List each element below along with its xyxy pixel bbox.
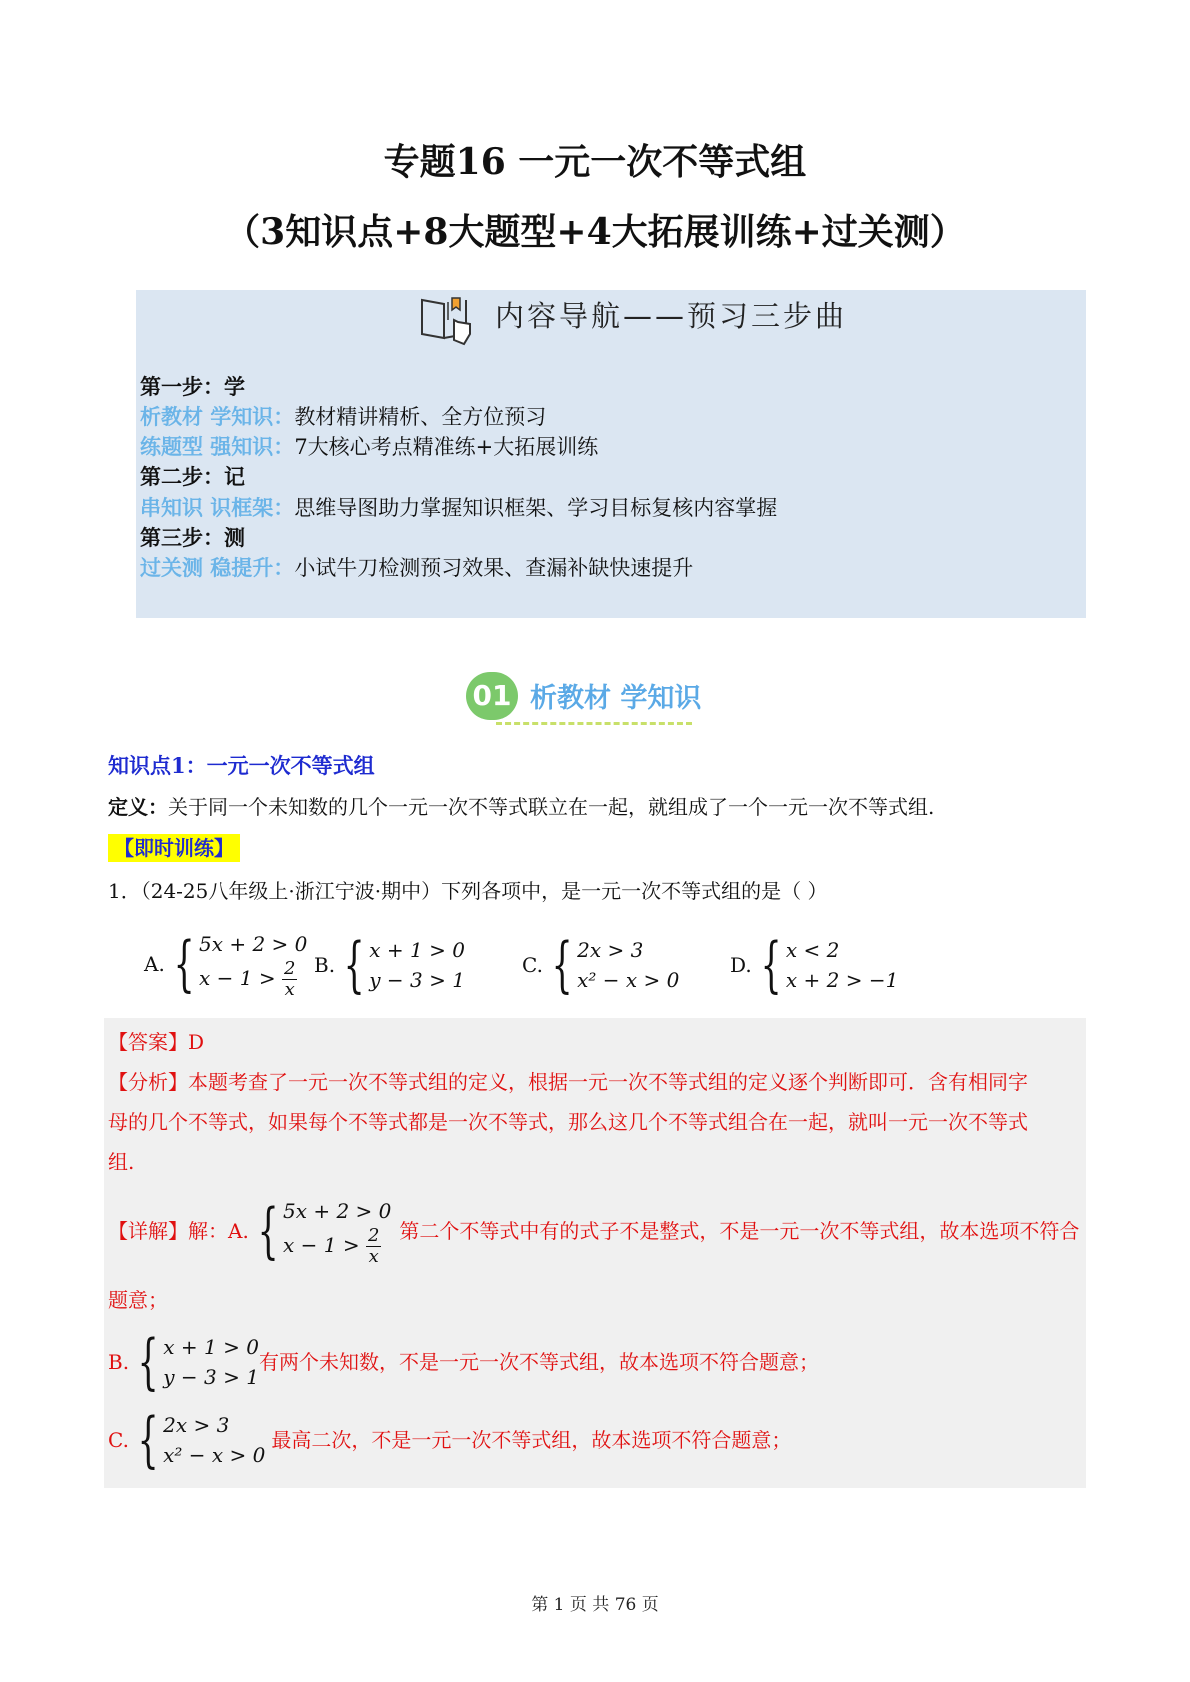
option-c-label: C. xyxy=(522,953,543,977)
solution-box xyxy=(104,1018,1086,1488)
detail-c-text: 最高二次，不是一元一次不等式组，故本选项不符合题意； xyxy=(271,1427,792,1452)
step2-label: 第二步：记 xyxy=(140,464,245,489)
analysis-line-1: 【分析】本题考查了一元一次不等式组的定义，根据一元一次不等式组的定义逐个判断即可．含有相同字 xyxy=(108,1070,1028,1094)
step1-item-1-label: 析教材 学知识： xyxy=(140,404,295,429)
option-b-row2: y − 3 > 1 xyxy=(369,968,465,992)
option-c-row1: 2x > 3 xyxy=(577,938,644,962)
section-badge-text: 析教材 学知识 xyxy=(530,683,702,714)
page-title: 专题16 一元一次不等式组 xyxy=(383,141,807,183)
step2-item-1-text: 思维导图助力掌握知识框架、学习目标复核内容掌握 xyxy=(294,496,778,520)
option-b-row1: x + 1 > 0 xyxy=(369,938,465,962)
detail-label: 【详解】解：A. xyxy=(108,1218,249,1243)
option-d-row1: x < 2 xyxy=(785,938,840,962)
step1-item-2-text: 7大核心考点精准练+大拓展训练 xyxy=(294,435,599,459)
option-a-system: { 5x + 2 > 0 x − 1 > $\frac{2}{x}$ xyxy=(173,929,308,1000)
practice-tag xyxy=(108,832,240,861)
page-subtitle: （3知识点+8大题型+4大拓展训练+过关测） xyxy=(224,211,966,253)
step1-item-2 xyxy=(140,432,598,462)
question-stem: 1．（24-25八年级上·浙江宁波·期中）下列各项中，是一元一次不等式组的是（ ） xyxy=(108,879,828,903)
detail-c-label: C. xyxy=(108,1427,129,1452)
step1-item-1 xyxy=(140,402,546,432)
option-a xyxy=(144,920,307,1008)
step2-item-1-label: 串知识 识框架： xyxy=(140,495,295,520)
option-a-label: A. xyxy=(144,952,165,976)
badge-underline xyxy=(496,722,692,725)
step3-label: 第三步：测 xyxy=(140,525,245,550)
option-d-system: { x < 2 x + 2 > −1 xyxy=(760,930,899,1000)
option-d-row2: x + 2 > −1 xyxy=(785,968,899,992)
page-footer: 第 1 页 共 76 页 xyxy=(531,1595,659,1615)
analysis-line-3: 组. xyxy=(108,1150,135,1174)
option-b-system: { x + 1 > 0 y − 3 > 1 xyxy=(343,930,465,1000)
practice-tag-label: 【即时训练】 xyxy=(108,834,240,862)
step2-item-1 xyxy=(140,493,777,523)
definition-label: 定义： xyxy=(108,795,168,819)
detail-c-system: { 2x > 3 x² − x > 0 xyxy=(137,1405,266,1475)
knowledge-point-title: 知识点1：一元一次不等式组 xyxy=(108,753,375,778)
option-a-row2: x − 1 > $\frac{2}{x}$ xyxy=(199,957,296,1000)
analysis-line-2: 母的几个不等式，如果每个不等式都是一次不等式，那么这几个不等式组合在一起，就叫一元一次不等式 xyxy=(108,1110,1028,1134)
step1-item-2-label: 练题型 强知识： xyxy=(140,434,295,459)
detail-b xyxy=(108,1328,819,1396)
step3-item-1 xyxy=(140,553,693,583)
step1-item-1-text: 教材精讲精析、全方位预习 xyxy=(294,405,547,429)
section-number-badge: 01 xyxy=(466,672,518,720)
option-d-label: D. xyxy=(730,953,752,977)
detail-b-label: B. xyxy=(108,1349,130,1374)
option-d xyxy=(730,930,898,1000)
option-a-row1: 5x + 2 > 0 xyxy=(199,931,308,956)
option-c xyxy=(522,930,679,1000)
nav-heading: 内容导航——预习三步曲 xyxy=(494,299,847,333)
detail-c xyxy=(108,1406,791,1474)
detail-a-continued: 题意； xyxy=(108,1288,168,1312)
option-c-system: { 2x > 3 x² − x > 0 xyxy=(551,930,680,1000)
option-c-row2: x² − x > 0 xyxy=(577,968,680,992)
section-badge xyxy=(466,670,726,726)
definition-line xyxy=(108,792,934,822)
detail-a-system: { 5x + 2 > 0 x − 1 > $\frac{2}{x}$ xyxy=(257,1196,392,1267)
detail-a xyxy=(108,1188,1079,1274)
detail-a-text: 第二个不等式中有的式子不是整式，不是一元一次不等式组，故本选项不符合 xyxy=(399,1218,1080,1243)
definition-text: 关于同一个未知数的几个一元一次不等式联立在一起，就组成了一个一元一次不等式组. xyxy=(168,795,935,819)
answer-line: 【答案】D xyxy=(108,1030,205,1054)
option-b-label: B. xyxy=(314,953,336,977)
detail-b-system: { x + 1 > 0 y − 3 > 1 xyxy=(137,1327,259,1397)
step3-item-1-text: 小试牛刀检测预习效果、查漏补缺快速提升 xyxy=(294,556,694,580)
step3-item-1-label: 过关测 稳提升： xyxy=(140,555,295,580)
step1-label: 第一步：学 xyxy=(140,374,245,399)
content-navigation-box xyxy=(136,290,1086,618)
detail-b-text: 有两个未知数，不是一元一次不等式组，故本选项不符合题意； xyxy=(258,1349,819,1374)
option-b xyxy=(314,930,465,1000)
